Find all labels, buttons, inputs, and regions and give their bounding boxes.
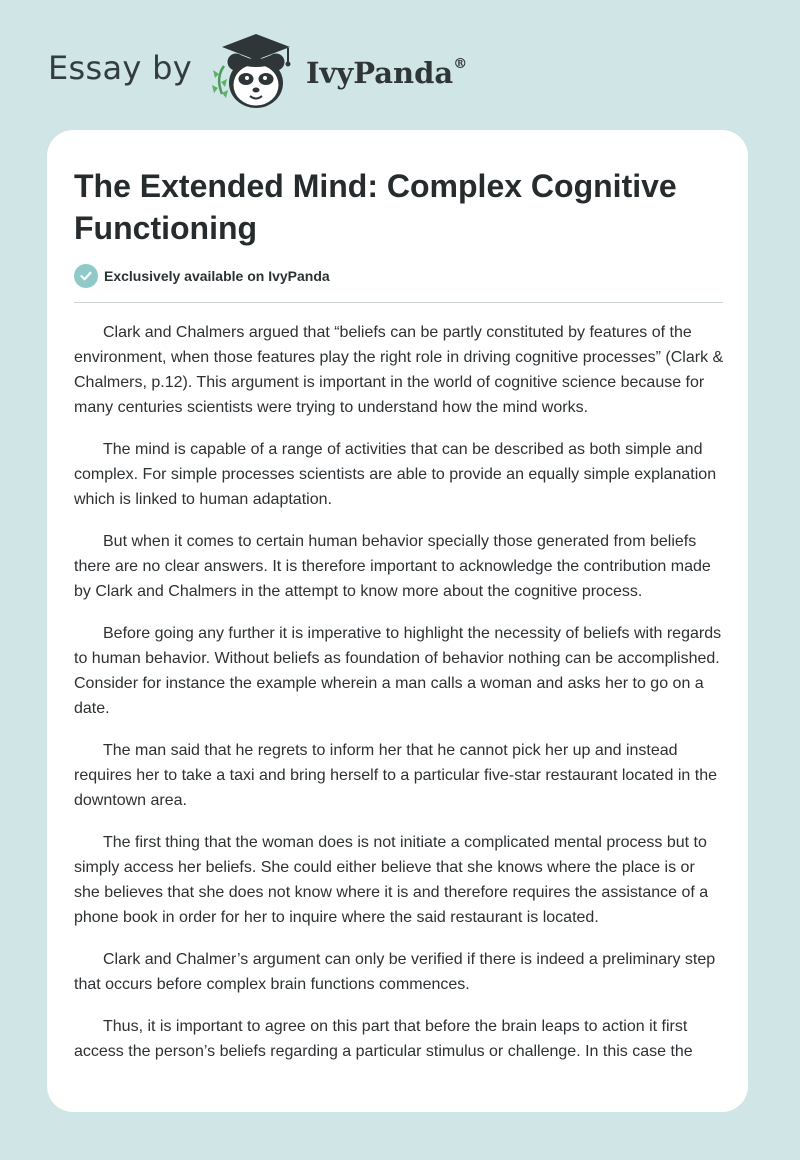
paragraph: Thus, it is important to agree on this part that before the brain leaps to action it first access the person’s beliefs regarding a particular stimulus or challenge. In this case the (74, 1018, 693, 1060)
essay-title: The Extended Mind: Complex Cognitive Functioning (74, 168, 677, 246)
paragraph: Clark and Chalmer’s argument can only be verified if there is indeed a preliminary step that occurs before complex brain functions commences. (74, 951, 716, 993)
paragraph: Clark and Chalmers argued that “beliefs can be partly constituted by features of the environment, when those features play the right role in driving cognitive processes” (Clark & Chalmers, p.12). This argument is important in the world of cognitive science because for many centuries scientists were trying to understand how the mind works. (74, 324, 724, 416)
check-circle-icon (74, 264, 98, 288)
essay-card (47, 130, 748, 1112)
panda-logo-icon (210, 30, 300, 112)
paragraph: Before going any further it is imperative to highlight the necessity of beliefs with regards to human behavior. Without beliefs as foundation of behavior nothing can be accomplished. Consider for instance the example wherein a man calls a woman and asks her to go on a date. (74, 625, 722, 717)
paragraph: But when it comes to certain human behavior specially those generated from beliefs there are no clear answers. It is therefore important to acknowledge the contribution made by Clark and Chalmers in the attempt to know more about the cognitive process. (74, 533, 711, 600)
brand-prefix: Essay by (48, 49, 192, 87)
paragraph: The first thing that the woman does is not initiate a complicated mental process but to simply access her beliefs. She could either believe that she knows where the place is or she believes that she does not know where it is and therefore requires the assistance of a phone book in order for her to inquire where the said restaurant is located. (74, 834, 709, 926)
brand-header[interactable] (48, 30, 467, 112)
title-divider (74, 302, 723, 303)
essay-body (74, 320, 724, 1081)
registered-mark: ® (453, 56, 468, 73)
paragraph: The mind is capable of a range of activities that can be described as both simple and complex. For simple processes scientists are able to provide an equally simple explanation which is linked to human adaptation. (74, 441, 717, 508)
exclusive-label: Exclusively available on IvyPanda (104, 268, 330, 284)
exclusive-badge (74, 264, 330, 288)
paragraph: The man said that he regrets to inform her that he cannot pick her up and instead requires her to take a taxi and bring herself to a particular five-star restaurant located in the downtown area. (74, 742, 718, 809)
brand-name: IvyPanda® (305, 56, 468, 90)
